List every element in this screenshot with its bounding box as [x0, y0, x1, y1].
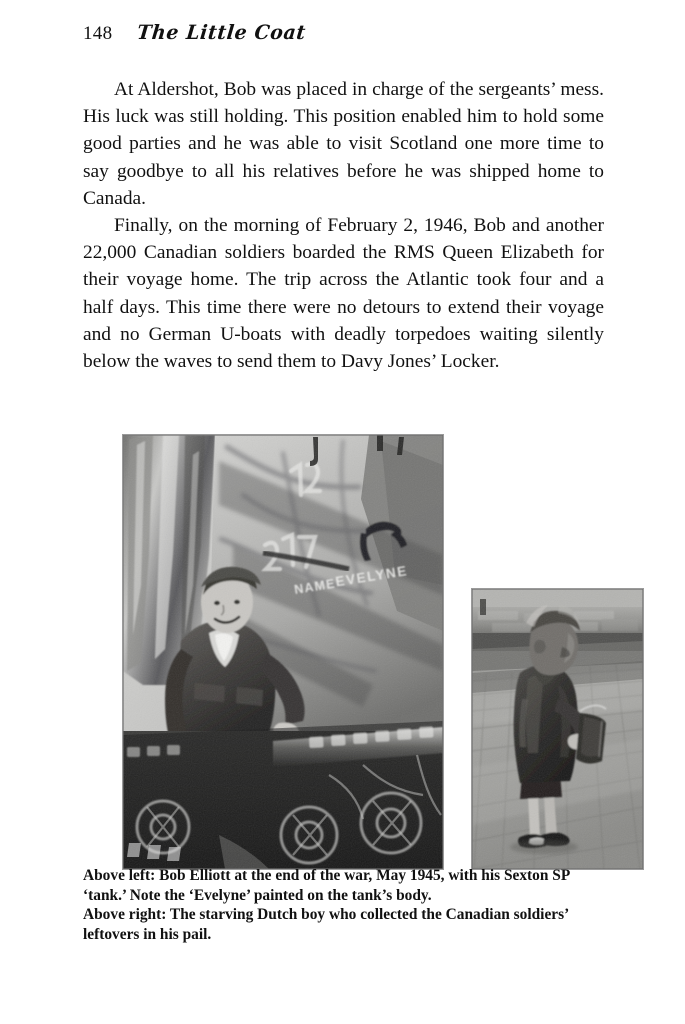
photo-soldier-with-sexton-tank: [123, 435, 443, 869]
photo-dutch-boy-with-pail: [472, 589, 643, 869]
running-head: [83, 22, 603, 52]
caption-line-1: Above left: Bob Elliott at the end of the war, May 1945, with his Sexton SP: [83, 867, 571, 884]
caption-line-4: leftovers in his pail.: [83, 925, 212, 943]
book-title: The Little Coat: [136, 21, 308, 44]
page-number: 148: [83, 23, 113, 44]
figure-caption: [83, 866, 606, 944]
caption-line-3: Above right: The starving Dutch boy who collected the Canadian soldiers’: [83, 906, 570, 924]
photo-left-artwork: [123, 435, 443, 869]
caption-line-2: ‘tank.’ Note the ‘Evelyne’ painted on the tank’s body.: [83, 886, 432, 904]
paragraph-2: Finally, on the morning of February 2, 1946, Bob and another 22,000 Canadian soldiers boarded the RMS Queen Elizabeth for their voyage home. The trip across the Atlantic took four and a half days. This time there were no detours to extend their voyage and no German U-boats with deadly torpedoes waiting silently below the waves to send them to Davy Jones’ Locker.: [83, 215, 604, 373]
body-text-column: [83, 76, 604, 375]
photo-right-artwork: [472, 589, 643, 869]
paragraph-1: At Aldershot, Bob was placed in charge of the sergeants’ mess. His luck was still holding. This position enabled him to hold some good parties and he was able to visit Scotland one more time to say goodbye to all his relatives before he was shipped home to Canada.: [83, 79, 604, 209]
